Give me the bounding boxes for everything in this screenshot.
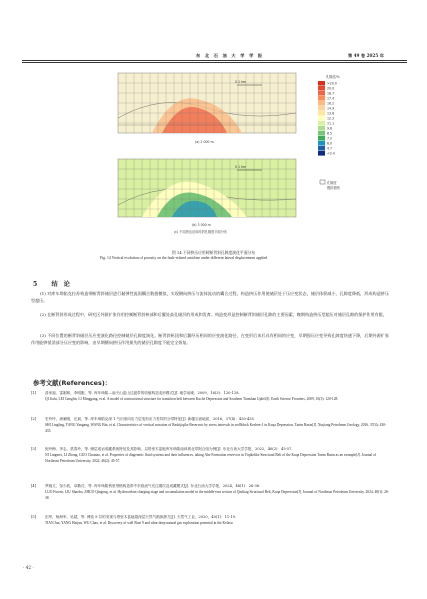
conclusion-paragraph: (3) 不同位置的断背斜储层压应变演化路径控制储层孔隙度演化。断背斜枢纽和后翼经历相同的应变演化路径，在变形后来后具有相同的应变，早期强压应变导致孔隙度快速下降，后期外源扩张作用能够抵消部分压应变的影响，由早期侧向挤压作用损失的储层孔隙度不能完全恢复。 bbox=[31, 333, 389, 345]
reference-item bbox=[31, 417, 389, 434]
reference-number: [1] bbox=[31, 391, 37, 395]
volume-info: 第 49 卷 2025 年 bbox=[348, 53, 384, 58]
legend-value: 17.4 bbox=[327, 96, 335, 101]
porosity-figure bbox=[22, 63, 407, 248]
panel-b-sublabel: (c) 不同挤压应用时的孔隙度平面分布 bbox=[174, 230, 228, 234]
legend-value: 7.2 bbox=[327, 136, 333, 141]
legend-swatch bbox=[318, 126, 325, 131]
legend-value: 14.9 bbox=[327, 106, 335, 111]
legend-swatch bbox=[318, 86, 325, 91]
legend-value: <3.4 bbox=[327, 151, 335, 156]
references-title: 参考文献(References)： bbox=[33, 379, 112, 387]
reference-en: LUO Fuwen, LIU Shaobo, ZHUO Qingong, et al. Hydrocarbon charging stage and accumulation model in the middle-east section of Qiulitag Structural Belt, Kuqa Depression[J]. Journal of Northeast Petroleum University, 2024, 48(1): 26-38. bbox=[45, 489, 389, 500]
legend-swatch bbox=[318, 96, 325, 101]
reference-en: TIAN Jun, YANG Haijun, WU Chao, et al. Discovery of well Bozi 9 and ultra-deep natural gas exploration potential in the Kelasu bbox=[45, 520, 233, 525]
legend-value: 6.0 bbox=[327, 141, 333, 146]
legend-swatch bbox=[318, 151, 325, 156]
reference-en: QI Jiafu, LEI Ganglin, LI Minggang, et al. A model of contractional structure for transition belt between Kuche Depression and Southern Tianshan Uplift[J]. Earth Science Frontiers, 2009, 16(3): 120-128. bbox=[45, 396, 339, 401]
panel-a bbox=[118, 73, 296, 144]
legend-value: 12.3 bbox=[327, 116, 335, 121]
reference-en: SHI Lingling, TANG Yangang, WANG Bin, et al. Characteristics of vertical zonation of Bashijiqike Reservoir by stress intervals in wellblock Keshen-1 in Kuqa Depression, Tarim Basin[J]. Xinjiang Petroleum Geology, 2016, 37(4): 430-435. bbox=[45, 422, 387, 433]
legend-note-2: 模拟格网 bbox=[327, 186, 340, 190]
conclusion-paragraph: (1) 对库车坳陷克拉苏构造带断背斜储层进行黏弹性流固耦合数值模拟，实现侧向挤压与流体流动的耦合过程，构造挤压作用使储层处于压应变状态，储层体积减小，孔隙度降低，形成构造挤压型超压。 bbox=[31, 291, 389, 303]
legend-swatch bbox=[318, 101, 325, 106]
figure-caption-en: Fig. 14 Vertical evolution of porosity on the fault-related anticline under different lateral displacement applied bbox=[100, 256, 268, 260]
panel-b bbox=[118, 159, 296, 234]
page-number: · 42 · bbox=[23, 565, 34, 570]
legend-value: 8.5 bbox=[327, 131, 333, 136]
legend-value: 13.6 bbox=[327, 111, 335, 116]
scale-bar-a: 0 1 km bbox=[235, 80, 247, 84]
legend-swatch bbox=[318, 106, 325, 111]
figure-caption-cn: 图 14 不同挤压应用时断背斜孔隙度演化平面分布 bbox=[171, 250, 256, 255]
conclusion-paragraph: (2) 在断背斜形成过程中，研究区外源扩张作用控制断背斜核部和后翼处高孔储层的形成和发育。构造变形是控制断背斜储层孔隙的主要因素，晚期构造挤压型超压对储层孔隙的保护作用有限。 bbox=[40, 312, 387, 317]
legend-note-1: 孔隙度 bbox=[327, 181, 337, 185]
reference-number: [5] bbox=[31, 515, 37, 519]
reference-en: NI Lingmei, LI Zhong, GUO Chuntao, et al. Properties of diagenetic fluid systems and their influences, taking Ahe Formation reservoir in Yiqikelike Structural Belt of the Kuqa Depression Tarim Basin as an example[J]. Journal of Northeast Petroleum University, 2022, 46(2): 45-57. bbox=[45, 452, 377, 463]
reference-number: [3] bbox=[31, 447, 37, 451]
legend-swatch bbox=[318, 146, 325, 151]
legend-value: >20.0 bbox=[327, 81, 337, 86]
reference-number: [4] bbox=[31, 484, 37, 488]
legend-value: 11.1 bbox=[327, 121, 335, 126]
legend-swatch bbox=[318, 111, 325, 116]
reference-item bbox=[31, 447, 389, 464]
legend-swatch bbox=[318, 141, 325, 146]
reference-cn: 倪玲梅，李志，蔡春玲，等. 储层成岩成藏系统特征及其影响，以塔里木盆地库车坳陷南斜坡北带阿合组为例[J]. 东北石油大学学报，2022，46(2)：45-57. bbox=[45, 447, 293, 451]
legend-title: 孔隙度/% bbox=[326, 75, 340, 79]
reference-item bbox=[31, 484, 389, 501]
reference-cn: 田军，杨海军，吴超，等. 博孜 9 井的发现与塔里木盆地超深层天然气勘探潜力[J]. 天然气工业，2020，40(1)：11-19. bbox=[45, 515, 237, 519]
legend-swatch bbox=[318, 116, 325, 121]
legend-value: 16.2 bbox=[327, 101, 335, 106]
legend-value: 20.0 bbox=[327, 86, 335, 91]
reference-item bbox=[31, 515, 389, 527]
panel-a-label: (a) 2 000 m bbox=[195, 140, 214, 144]
porosity-legend bbox=[318, 74, 340, 156]
legend-value: 18.7 bbox=[327, 91, 335, 96]
legend-swatch bbox=[318, 91, 325, 96]
journal-name: 东 北 石 油 大 学 学 报 bbox=[196, 53, 264, 58]
reference-number: [2] bbox=[31, 417, 37, 421]
legend-swatch bbox=[318, 131, 325, 136]
legend-value: 4.7 bbox=[327, 146, 333, 151]
legend-swatch bbox=[318, 136, 325, 141]
scale-bar-b: 0 1 km bbox=[235, 165, 247, 169]
reference-cn: 史玲玲，唐雁刚，汪斌，等. 库车坳陷克深 1 气田垂向应力层变形应力差异的分带特征[J]. 新疆石油地质，2016，37(4)：430-435. bbox=[45, 417, 255, 421]
mesh-symbol bbox=[320, 180, 325, 184]
reference-item bbox=[31, 391, 389, 403]
reference-cn: 罗晓文，邹少波，卓勤功，等. 库车坳陷秋里塔格构造带中东段油气充注期次及成藏模式[J]. 东北石油大学学报，2024，48(1)：26-38. bbox=[45, 484, 261, 488]
section-title: 5 结论 bbox=[33, 281, 76, 288]
legend-swatch bbox=[318, 121, 325, 126]
legend-value: 9.8 bbox=[327, 126, 333, 131]
panel-b-label: (b) 3 000 m bbox=[192, 223, 211, 227]
legend-swatch bbox=[318, 81, 325, 86]
reference-cn: 漆家福，雷刚林，李明刚，等. 库车坳陷—南天山盆山过渡带的收缩构造变形模式[J]. 地学前缘，2009，16(3)：120-128. bbox=[45, 391, 240, 395]
